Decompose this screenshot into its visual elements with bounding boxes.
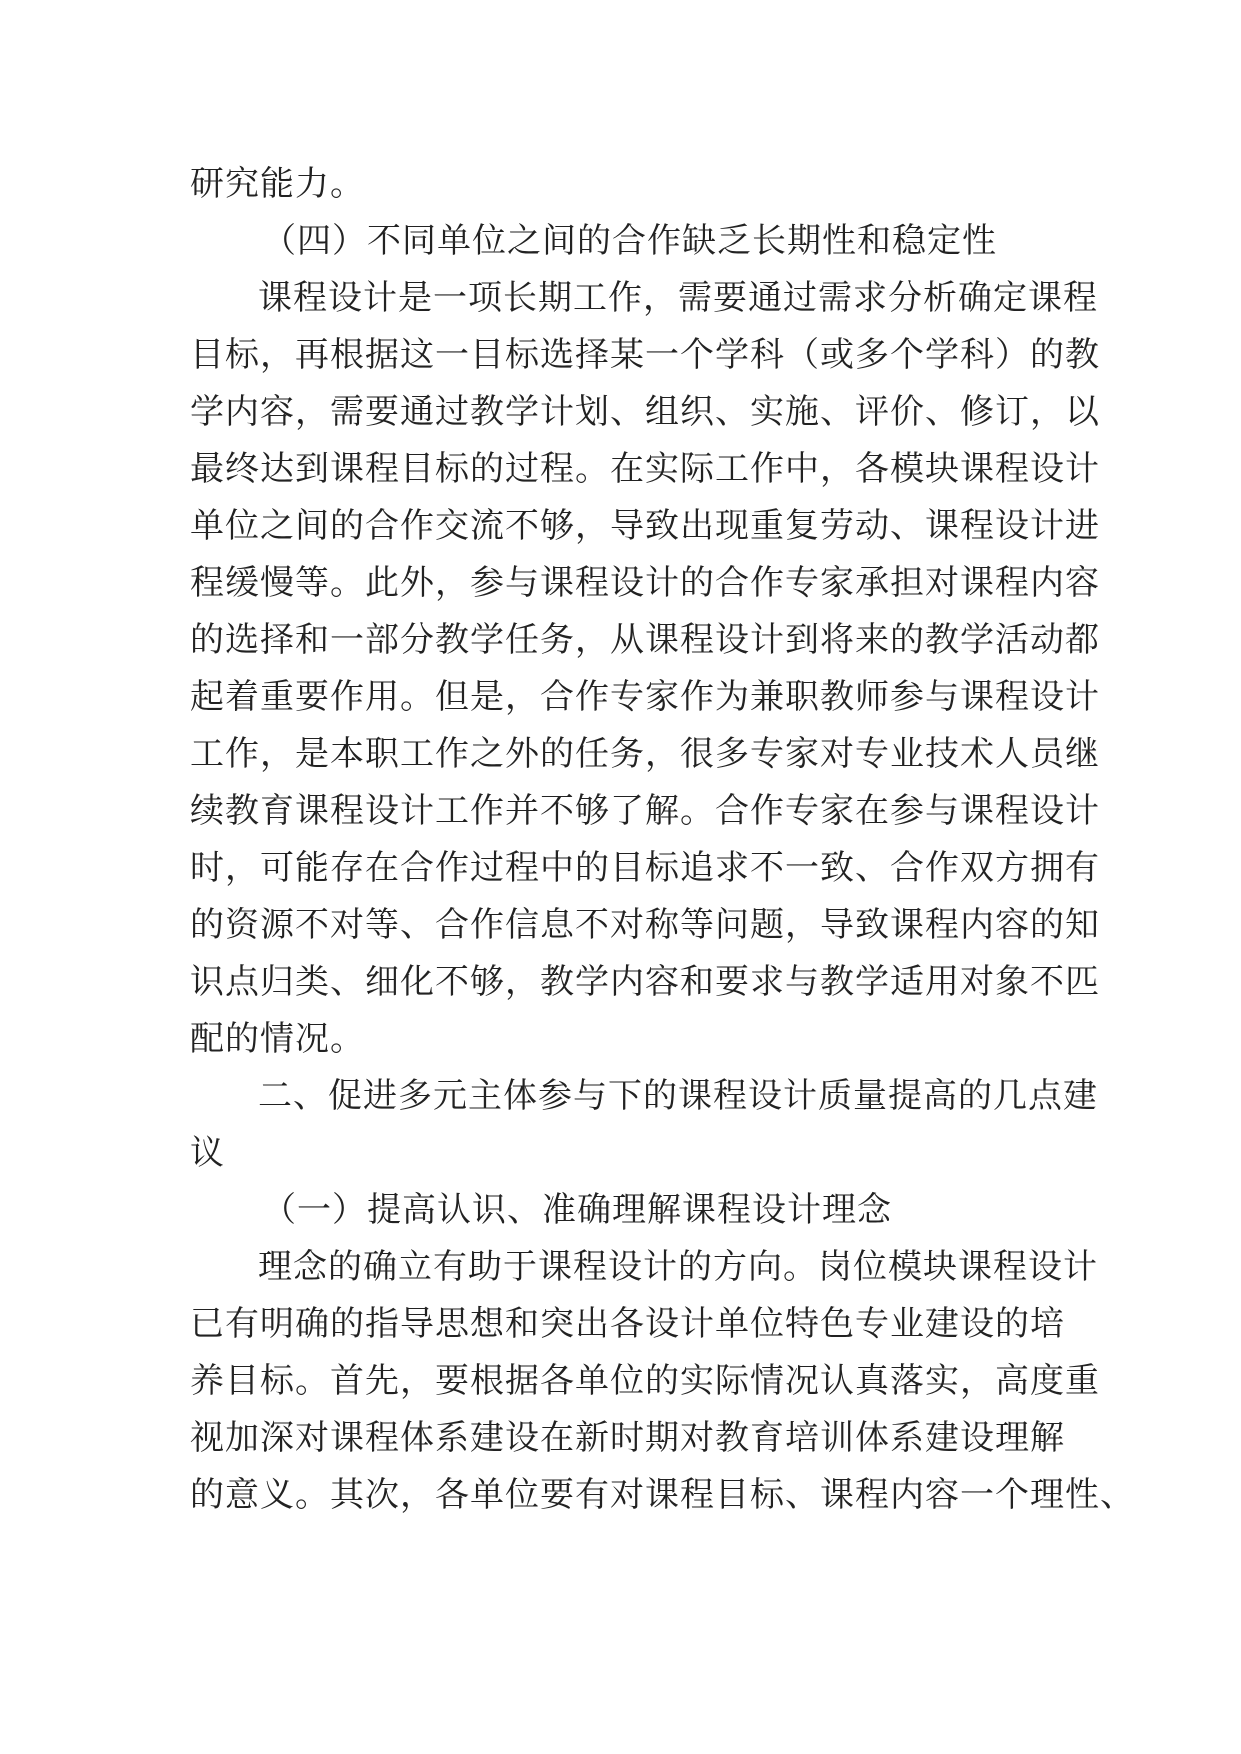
paragraph-line: 学内容，需要通过教学计划、组织、实施、评价、修订，以 (190, 392, 1100, 432)
paragraph-line: 起着重要作用。但是，合作专家作为兼职教师参与课程设计 (190, 677, 1100, 717)
paragraph-line: 程缓慢等。此外，参与课程设计的合作专家承担对课程内容 (190, 563, 1100, 603)
body-text (190, 156, 1135, 1524)
paragraph-line: 续教育课程设计工作并不够了解。合作专家在参与课程设计 (190, 791, 1100, 831)
paragraph-line: 目标，再根据这一目标选择某一个学科（或多个学科）的教 (190, 335, 1100, 375)
paragraph-line: 研究能力。 (190, 164, 365, 204)
chapter-heading-continued: 议 (190, 1133, 225, 1173)
paragraph-line: 最终达到课程目标的过程。在实际工作中，各模块课程设计 (190, 449, 1100, 489)
paragraph-line: 已有明确的指导思想和突出各设计单位特色专业建设的培 (190, 1304, 1065, 1344)
paragraph-line: 的资源不对等、合作信息不对称等问题，导致课程内容的知 (190, 905, 1100, 945)
paragraph-line: 时，可能存在合作过程中的目标追求不一致、合作双方拥有 (190, 848, 1100, 888)
section-heading: （四）不同单位之间的合作缺乏长期性和稳定性 (262, 221, 997, 261)
paragraph-line: 视加深对课程体系建设在新时期对教育培训体系建设理解 (190, 1418, 1065, 1458)
paragraph-line: 的意义。其次，各单位要有对课程目标、课程内容一个理性、 (190, 1475, 1135, 1515)
paragraph-line: 的选择和一部分教学任务，从课程设计到将来的教学活动都 (190, 620, 1100, 660)
paragraph-line: 单位之间的合作交流不够，导致出现重复劳动、课程设计进 (190, 506, 1100, 546)
paragraph-line: 课程设计是一项长期工作，需要通过需求分析确定课程 (258, 278, 1098, 318)
paragraph-line: 配的情况。 (190, 1019, 365, 1059)
paragraph-line: 工作，是本职工作之外的任务，很多专家对专业技术人员继 (190, 734, 1100, 774)
paragraph-line: 理念的确立有助于课程设计的方向。岗位模块课程设计 (258, 1247, 1098, 1287)
paragraph-line: 识点归类、细化不够，教学内容和要求与教学适用对象不匹 (190, 962, 1100, 1002)
chapter-heading: 二、促进多元主体参与下的课程设计质量提高的几点建 (258, 1076, 1098, 1116)
paragraph-line: 养目标。首先，要根据各单位的实际情况认真落实，高度重 (190, 1361, 1100, 1401)
section-heading: （一）提高认识、准确理解课程设计理念 (262, 1190, 892, 1230)
